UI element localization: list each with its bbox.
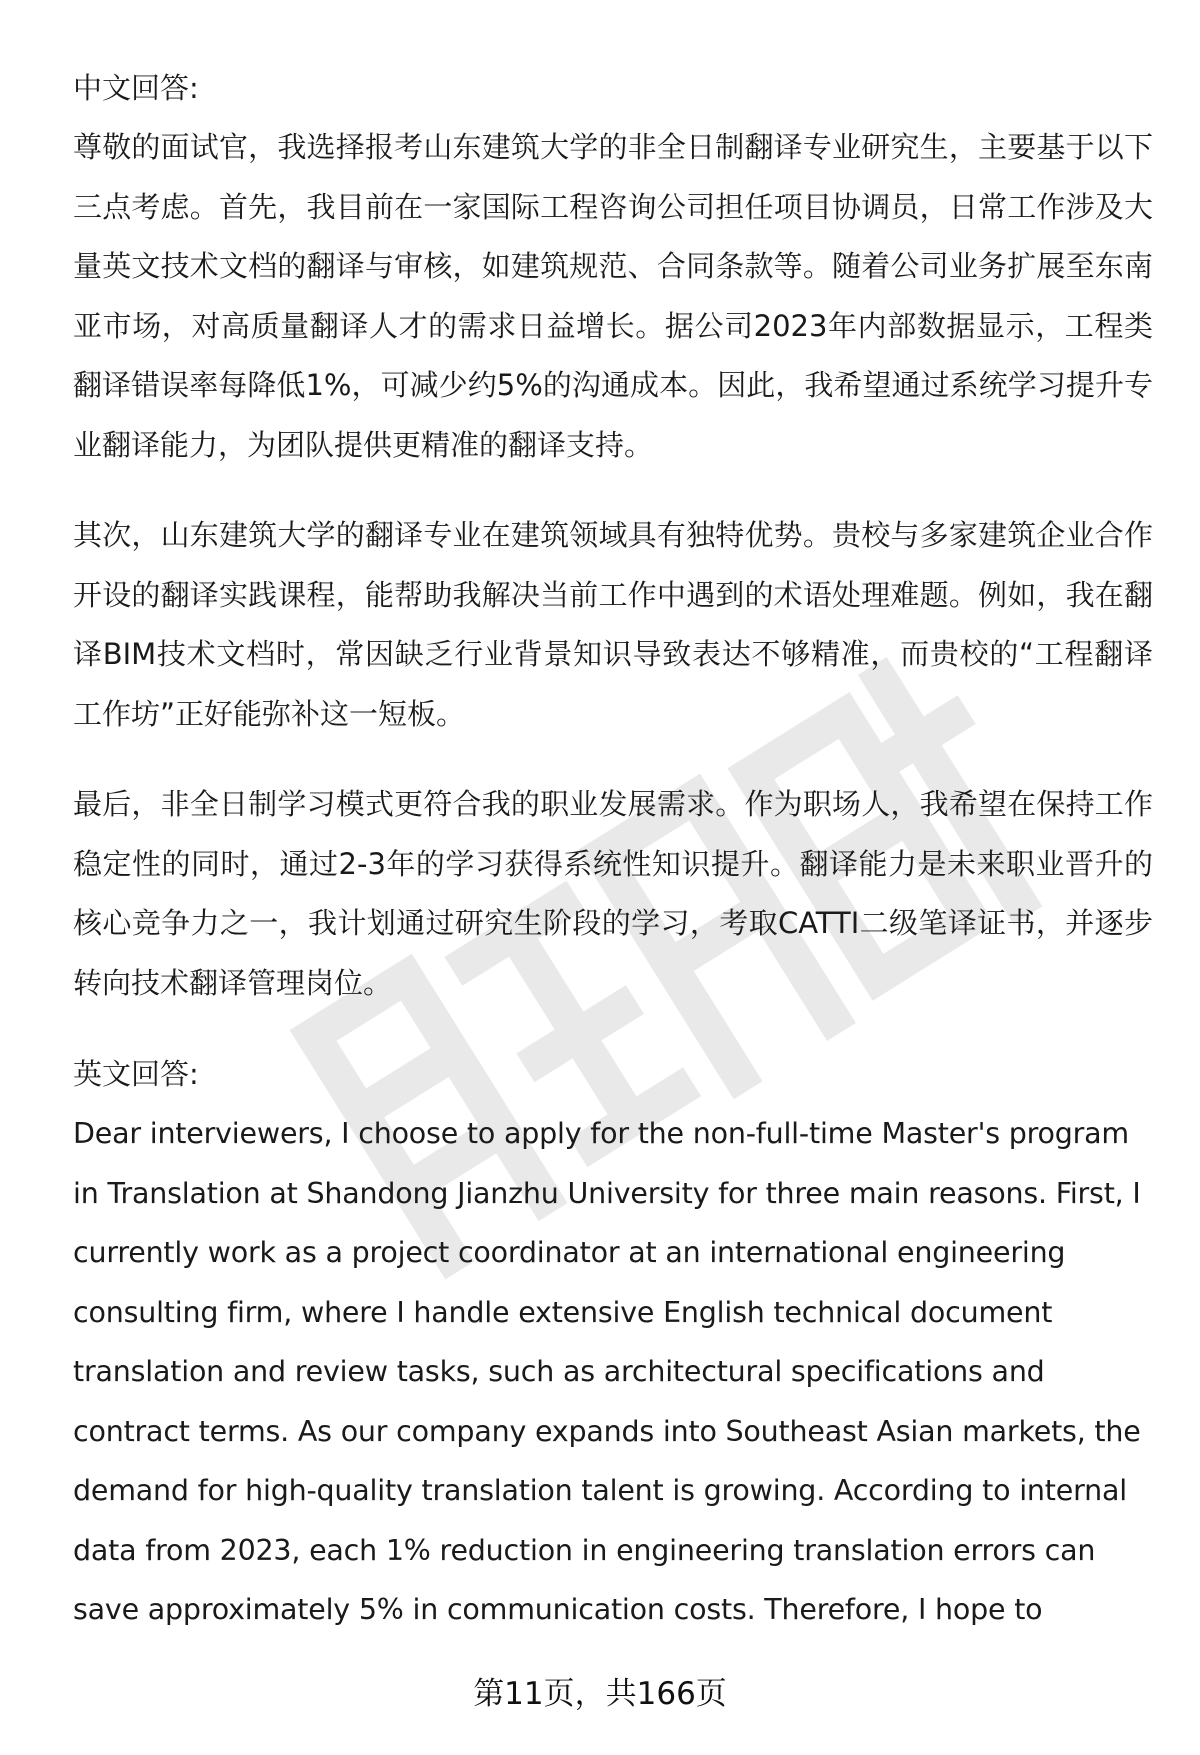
english-answer-label: 英文回答: (73, 1057, 199, 1091)
english-paragraph: Dear interviewers, I choose to apply for the non-full-time Master's program in Translation at Shandong Jianzhu University for three main reasons. First, I currently work as a project coordinator at an international engineering consulting firm, where I handle extensive English technical document translation and review tasks, such as architectural specifications and contract terms. As our company expands into Southeast Asian markets, the demand for high-quality translation talent is growing. According to internal data from 2023, each 1% reduction in engineering translation errors can save approximately 5% in communication costs. Therefore, I hope to (73, 1117, 1141, 1626)
paragraph-gap (73, 744, 1153, 775)
chinese-paragraph-2: 其次，山东建筑大学的翻译专业在建筑领域具有独特优势。贵校与多家建筑企业合作开设的翻译实践课程，能帮助我解决当前工作中遇到的术语处理难题。例如，我在翻译BIM技术文档时，常因缺乏行业背景知识导致表达不够精准，而贵校的“工程翻译工作坊”正好能弥补这一短板。 (73, 518, 1153, 731)
chinese-paragraph-3: 最后，非全日制学习模式更符合我的职业发展需求。作为职场人，我希望在保持工作稳定性的同时，通过2-3年的学习获得系统性知识提升。翻译能力是未来职业晋升的核心竞争力之一，我计划通过研究生阶段的学习，考取CATTI二级笔译证书，并逐步转向技术翻译管理岗位。 (73, 787, 1153, 1000)
document-body (73, 58, 1153, 1640)
chinese-paragraph-1: 尊敬的面试官，我选择报考山东建筑大学的非全日制翻译专业研究生，主要基于以下三点考虑。首先，我目前在一家国际工程咨询公司担任项目协调员，日常工作涉及大量英文技术文档的翻译与审核，如建筑规范、合同条款等。随着公司业务扩展至东南亚市场，对高质量翻译人才的需求日益增长。据公司2023年内部数据显示，工程类翻译错误率每降低1%，可减少约5%的沟通成本。因此，我希望通过系统学习提升专业翻译能力，为团队提供更精准的翻译支持。 (73, 130, 1153, 462)
page-number: 第11页，共166页 (473, 1676, 727, 1712)
paragraph-gap (73, 1013, 1153, 1044)
paragraph-gap (73, 475, 1153, 506)
chinese-answer-label: 中文回答: (73, 71, 199, 105)
